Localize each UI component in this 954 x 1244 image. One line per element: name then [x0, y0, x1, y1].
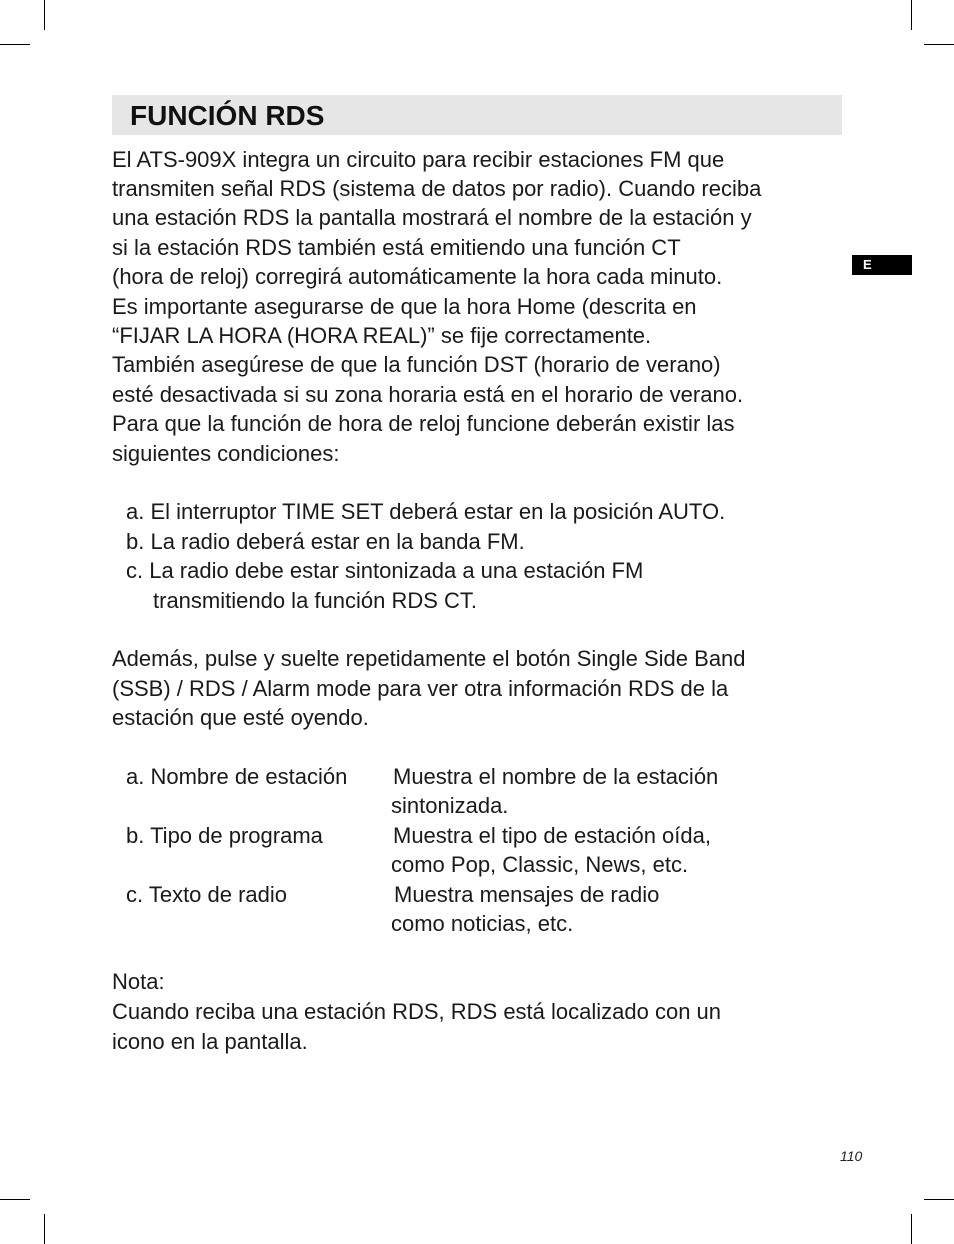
section-title-bar	[112, 95, 842, 135]
crop-mark-bottom-right-vertical	[911, 1214, 912, 1244]
rds-mode-description: Muestra mensajes de radio	[394, 882, 660, 907]
crop-mark-top-right-vertical	[911, 0, 912, 30]
page-number: 110	[840, 1148, 863, 1164]
intro-line: También asegúrese de que la función DST (horario de verano)	[112, 352, 721, 377]
note-line: icono en la pantalla.	[112, 1029, 308, 1054]
intro-line: “FIJAR LA HORA (HORA REAL)” se fije correctamente.	[112, 323, 652, 348]
crop-mark-top-left-vertical	[44, 0, 45, 30]
language-tab-label: E	[863, 257, 872, 272]
intro-line: Es importante asegurarse de que la hora Home (descrita en	[112, 294, 697, 319]
crop-mark-top-left-horizontal	[0, 44, 30, 45]
rds-mode-label: b. Tipo de programa	[126, 823, 323, 848]
rds-mode-description-continuation: como Pop, Classic, News, etc.	[391, 852, 689, 877]
page-title: FUNCIÓN RDS	[130, 100, 325, 131]
intro-line: El ATS-909X integra un circuito para recibir estaciones FM que	[112, 147, 725, 172]
rds-mode-label: a. Nombre de estación	[126, 764, 348, 789]
additional-line: (SSB) / RDS / Alarm mode para ver otra información RDS de la	[112, 676, 729, 701]
crop-mark-bottom-left-vertical	[44, 1214, 45, 1244]
additional-line: estación que esté oyendo.	[112, 705, 369, 730]
additional-line: Además, pulse y suelte repetidamente el botón Single Side Band	[112, 646, 746, 671]
note-line: Cuando reciba una estación RDS, RDS está localizado con un	[112, 999, 722, 1024]
language-tab	[852, 255, 912, 275]
rds-mode-description-continuation: como noticias, etc.	[391, 911, 574, 936]
note-heading: Nota:	[112, 969, 165, 994]
rds-mode-description: Muestra el tipo de estación oída,	[393, 823, 711, 848]
crop-mark-bottom-left-horizontal	[0, 1199, 30, 1200]
intro-line: esté desactivada si su zona horaria está en el horario de verano.	[112, 382, 744, 407]
intro-line: (hora de reloj) corregirá automáticamente la hora cada minuto.	[112, 264, 723, 289]
crop-mark-bottom-right-horizontal	[924, 1199, 954, 1200]
crop-mark-top-right-horizontal	[924, 44, 954, 45]
intro-line: si la estación RDS también está emitiendo una función CT	[112, 235, 681, 260]
intro-line: transmiten señal RDS (sistema de datos por radio). Cuando reciba	[112, 176, 762, 201]
condition-item-a: a. El interruptor TIME SET deberá estar en la posición AUTO.	[126, 499, 726, 524]
intro-line: Para que la función de hora de reloj funcione deberán existir las	[112, 411, 735, 436]
intro-line: siguientes condiciones:	[112, 441, 340, 466]
condition-item-c-continuation: transmitiendo la función RDS CT.	[153, 588, 478, 613]
rds-mode-description: Muestra el nombre de la estación	[393, 764, 719, 789]
intro-line: una estación RDS la pantalla mostrará el nombre de la estación y	[112, 205, 752, 230]
condition-item-b: b. La radio deberá estar en la banda FM.	[126, 529, 525, 554]
rds-mode-description-continuation: sintonizada.	[391, 793, 509, 818]
condition-item-c: c. La radio debe estar sintonizada a una estación FM	[126, 558, 644, 583]
rds-mode-label: c. Texto de radio	[126, 882, 288, 907]
